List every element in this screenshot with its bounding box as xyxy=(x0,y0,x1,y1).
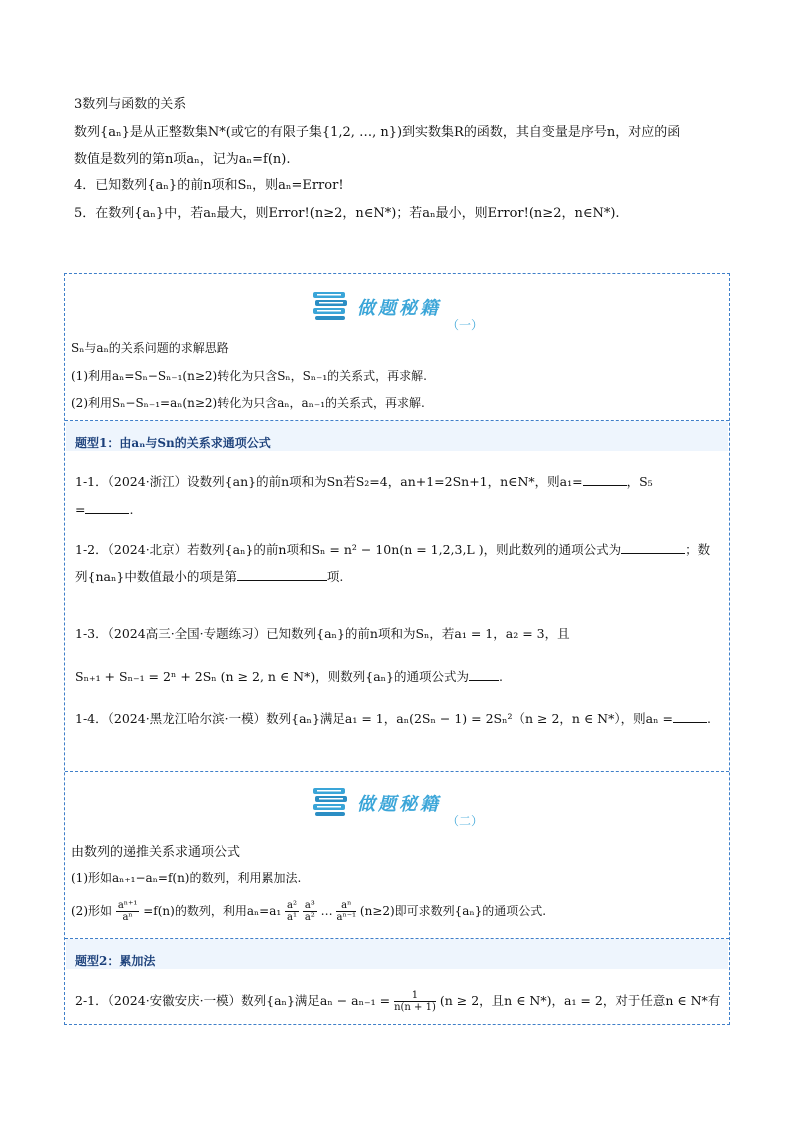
question-2-1 xyxy=(75,986,720,1016)
question-1-4 xyxy=(75,710,711,727)
intro-line: 5．在数列{aₙ}中，若aₙ最大，则Error!(n≥2，n∈N*)；若aₙ最小，则Error!(n≥2，n∈N*). xyxy=(74,206,620,221)
question-text: 2-1．（2024·安徽安庆·一模）数列{aₙ}满足aₙ − aₙ₋₁ = xyxy=(75,993,391,1008)
fraction-denominator: aⁿ xyxy=(122,912,133,923)
intro-line: 数值是数列的第n项aₙ，记为aₙ=f(n). xyxy=(74,152,291,167)
tips-text: =f(n)的数列，利用aₙ=a₁ xyxy=(143,904,282,918)
tips-subtitle: （一） xyxy=(447,318,484,332)
tips-text: (n≥2)即可求数列{aₙ}的通项公式. xyxy=(359,904,547,918)
fraction-numerator: aⁿ⁺¹ xyxy=(117,900,138,911)
question-text: 1-2．（2024·北京）若数列{aₙ}的前n项和Sₙ = n² − 10n(n = 1,2,3,L )，则此数列的通项公式为 xyxy=(75,542,622,557)
fraction-denominator: a² xyxy=(304,912,315,923)
question-1-3-cont xyxy=(75,668,503,685)
fraction-numerator: a³ xyxy=(304,900,315,911)
fraction-denominator: n(n + 1) xyxy=(394,1002,436,1013)
question-1-1-cont xyxy=(75,501,133,518)
tips-title: 做题秘籍 xyxy=(357,298,441,319)
tips-text: (1)形如aₙ₊₁−aₙ=f(n)的数列，利用累加法. xyxy=(71,871,302,885)
section-divider xyxy=(65,771,729,772)
tips-text: (1)利用aₙ=Sₙ−Sₙ₋₁(n≥2)转化为只含Sₙ，Sₙ₋₁的关系式，再求解. xyxy=(71,369,427,383)
content-box xyxy=(64,273,730,1025)
topic-header-bg xyxy=(66,939,728,969)
question-text: 项. xyxy=(326,569,344,584)
tips-text: 由数列的递推关系求通项公式 xyxy=(71,845,241,860)
fraction xyxy=(116,900,140,923)
fraction xyxy=(336,900,356,923)
question-text: . xyxy=(499,669,503,684)
question-text: 列{naₙ}中数值最小的项是第 xyxy=(75,569,237,584)
fraction-numerator: a² xyxy=(287,900,298,911)
question-text: Sₙ₊₁ + Sₙ₋₁ = 2ⁿ + 2Sₙ (n ≥ 2, n ∈ N*)，则数列{aₙ}的通项公式为 xyxy=(75,669,470,684)
topic-title: 题型2：累加法 xyxy=(75,954,156,968)
fraction xyxy=(394,990,436,1013)
intro-line: 数列{aₙ}是从正整数集N*(或它的有限子集{1,2, …, n})到实数集R的函数，其自变量是序号n，对应的函 xyxy=(74,125,681,140)
tips-text: (2)利用Sₙ−Sₙ₋₁=aₙ(n≥2)转化为只含aₙ，aₙ₋₁的关系式，再求解. xyxy=(71,396,425,410)
intro-heading: 3数列与函数的关系 xyxy=(74,97,187,112)
question-text: (n ≥ 2，且n ∈ N*)，a₁ = 2，对于任意n ∈ N*有 xyxy=(439,993,721,1008)
intro-line: 4．已知数列{aₙ}的前n项和Sₙ，则aₙ=Error! xyxy=(74,178,344,193)
topic-title: 题型1：由aₙ与Sn的关系求通项公式 xyxy=(75,436,271,450)
question-text: . xyxy=(129,502,134,517)
books-icon xyxy=(311,784,351,822)
fraction xyxy=(303,900,317,923)
question-text: ；数 xyxy=(685,542,711,557)
tips-text: Sₙ与aₙ的关系问题的求解思路 xyxy=(71,341,229,355)
question-text: 1-4．（2024·黑龙江哈尔滨·一模）数列{aₙ}满足a₁ = 1，aₙ(2Sₙ − 1) = 2Sₙ²（n ≥ 2，n ∈ N*），则aₙ = xyxy=(75,711,673,726)
fraction-denominator: aⁿ⁻¹ xyxy=(336,912,357,923)
answer-blank[interactable] xyxy=(469,668,499,681)
answer-blank[interactable] xyxy=(85,501,129,514)
question-text: = xyxy=(75,502,86,517)
tips-title: 做题秘籍 xyxy=(357,794,441,815)
question-1-2-cont xyxy=(75,568,343,585)
tips-text-fraction xyxy=(71,896,546,926)
fraction-numerator: 1 xyxy=(394,990,436,1002)
tips-subtitle: （二） xyxy=(447,814,484,828)
question-text: . xyxy=(706,711,711,726)
answer-blank[interactable] xyxy=(621,541,685,554)
question-1-3: 1-3．（2024高三·全国·专题练习）已知数列{aₙ}的前n项和为Sₙ，若a₁ = 1，a₂ = 3，且 xyxy=(75,626,570,641)
fraction xyxy=(285,900,299,923)
fraction-denominator: a¹ xyxy=(287,912,298,923)
fraction-numerator: aⁿ xyxy=(336,900,356,912)
tips-text: … xyxy=(320,904,333,918)
books-icon xyxy=(311,288,351,326)
question-1-1 xyxy=(75,473,653,490)
answer-blank[interactable] xyxy=(237,568,327,581)
question-text: 1-1．（2024·浙江）设数列{an}的前n项和为Sn若S₂=4，an+1=2Sn+1，n∈N*，则a₁= xyxy=(75,474,583,489)
answer-blank[interactable] xyxy=(673,710,707,723)
question-text: ，S₅ xyxy=(626,474,653,489)
tips-text: (2)形如 xyxy=(71,904,112,918)
question-1-2 xyxy=(75,541,710,558)
answer-blank[interactable] xyxy=(583,473,627,486)
